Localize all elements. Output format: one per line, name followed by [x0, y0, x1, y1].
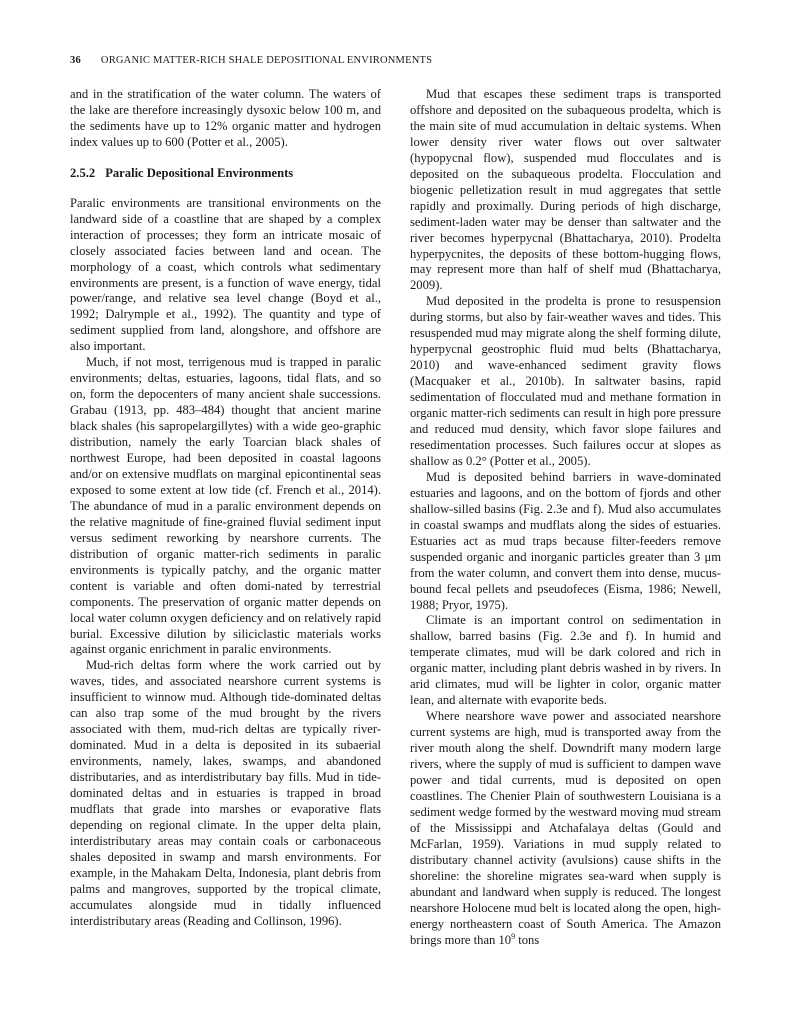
- paragraph: Mud is deposited behind barriers in wave-dominated estuaries and lagoons, and on the bottom of fjords and other shallow-silled basins (Fig. 2.3e and f). Mud also accumulates in coastal swamps and mudflats along the sides of estuaries. Estuaries act as mud traps because filter-feeders remove suspended organic and inorganic particles greater than 3 μm from the water column, and convert them into dense, mucus-bound fecal pellets and pseudofeces (Eisma, 1986; Newell, 1988; Pryor, 1975).: [410, 469, 721, 612]
- section-heading: [70, 166, 381, 182]
- superscript: 9: [511, 931, 516, 941]
- paragraph: Mud that escapes these sediment traps is transported offshore and deposited on the subaqueous prodelta, which is the main site of mud accumulation in deltaic systems. When lower density river water flows out over saltwater (hypopycnal flow), suspended mud flocculates and is deposited on the subaqueous prodelta. Flocculation and biogenic pelletization result in mud aggregates that settle rapidly and proximally. During periods of high discharge, sediment-laden water may be denser than saltwater and the river becomes hyperpycnal (Bhattacharya, 2010). Prodelta hyperpycnites, the deposits of these bottom-hugging flows, may represent more than half of shelf mud (Bhattacharya, 2009).: [410, 87, 721, 293]
- section-title: Paralic Depositional Environments: [105, 165, 294, 180]
- paragraph: Much, if not most, terrigenous mud is trapped in paralic environments; deltas, estuaries, lagoons, tidal flats, and so on, form the depocenters of many ancient shale successions. Grabau (1913, pp. 483–484) thought that ancient marine black shales (his sapropelargillytes) with a wide geo-graphic distribution, namely the early Toarcian black shales of northwest Europe, had been deposited in coastal lagoons and/or on extensive mudflats on marginal epicontinental seas exposed to some extent at low tide (cf. French et al., 2014). The abundance of mud in a paralic environment depends on the relative magnitude of fine-grained fluvial sediment input versus sediment reworking by nearshore currents. The distribution of organic matter-rich sediments in paralic environments is typically patchy, and the organic matter content is variable and often domi-nated by terrestrial components. The preservation of organic matter depends on local water column oxygen deficiency and on relatively rapid burial. Excessive dilution by siliciclastic materials works against organic enrichment in paralic environments.: [70, 355, 381, 657]
- paragraph-text: Where nearshore wave power and associated nearshore current systems are high, mud is transported away from the river mouth along the shelf. Downdrift many modern large rivers, where the supply of mud is sufficient to dampen wave power and tidal currents, mud is deposited on open coastlines. The Chenier Plain of southwestern Louisiana is a sediment wedge formed by the westward moving mud stream of the Mississippi and Atchafalaya deltas (Gould and McFarlan, 1959). Variations in mud supply related to distributary channel activity (avulsions) cause shifts in the shoreline: the shoreline migrates sea-ward when supply is abundant and landward when supply is reduced. The longest nearshore Holocene mud belt is located along the open, high-energy northeastern coast of South America. The Amazon brings more than 10: [410, 709, 721, 947]
- page-number: 36: [70, 55, 81, 66]
- right-column: [410, 87, 721, 948]
- paragraph: Climate is an important control on sedimentation in shallow, barred basins (Fig. 2.3e and f). In humid and temperate climates, mud will be dark colored and rich in organic matter, including plant debris washed in by rivers. In arid climates, mud will be lighter in color, organic matter lean, and alternate with evaporite beds.: [410, 613, 721, 708]
- running-head: [70, 55, 730, 66]
- paragraph: Mud-rich deltas form where the work carried out by waves, tides, and associated nearshore current systems is insufficient to winnow mud. Although tide-dominated deltas can also trap some of the mud brought by the rivers associated with them, mud-rich deltas are typically river-dominated. Mud in a delta is deposited in its subaerial environments, namely, lakes, swamps, and abandoned distributaries, and as interdistributary bay fills. Mud in tide-dominated deltas and in estuaries is trapped in broad mudflats that grade into marshes or evaporative flats depending on regional climate. In the upper delta plain, interdistributary areas may contain coals or carbonaceous shales deposited in swamp and marsh environments. For example, in the Mahakam Delta, Indonesia, plant debris from palms and mangroves, supported by the tropical climate, accumulates alongside mud in tidally influenced interdistributary areas (Reading and Collinson, 1996).: [70, 658, 381, 928]
- paragraph: Paralic environments are transitional environments on the landward side of a coastline that are shaped by a complex interaction of processes; they form an intricate mosaic of closely associated facies between land and ocean. The morphology of a coast, which controls what sedimentary environments are present, is a function of wave energy, tidal power/range, and relative sea level change (Boyd et al., 1992; Dalrymple et al., 1992). The quantity and type of sediment supplied from land, alongshore, and offshore are also important.: [70, 195, 381, 354]
- running-title: ORGANIC MATTER-RICH SHALE DEPOSITIONAL ENVIRONMENTS: [100, 55, 433, 66]
- paragraph: Mud deposited in the prodelta is prone to resuspension during storms, but also by fair-weather waves and tides. This resuspended mud may migrate along the shelf forming dilute, hyperpycnal geostrophic fluid mud belts (Bhattacharya, 2010) and wave-enhanced sediment gravity flows (Macquaker et al., 2010b). In saltwater basins, rapid sedimentation of flocculated mud and methane formation in organic matter-rich sediments can result in high pore pressure and reduced mud density, which favor slope failures and resedimentation processes. Such failures occur at slopes as shallow as 0.2° (Potter et al., 2005).: [410, 294, 721, 468]
- section-number: 2.5.2: [70, 165, 96, 180]
- left-column: [70, 87, 381, 930]
- paragraph: and in the stratification of the water column. The waters of the lake are therefore increasingly dysoxic below 100 m, and the sediments have up to 12% organic matter and hydrogen index values up to 600 (Potter et al., 2005).: [70, 87, 381, 149]
- paragraph: [410, 709, 721, 948]
- paragraph-tail: tons: [515, 932, 540, 947]
